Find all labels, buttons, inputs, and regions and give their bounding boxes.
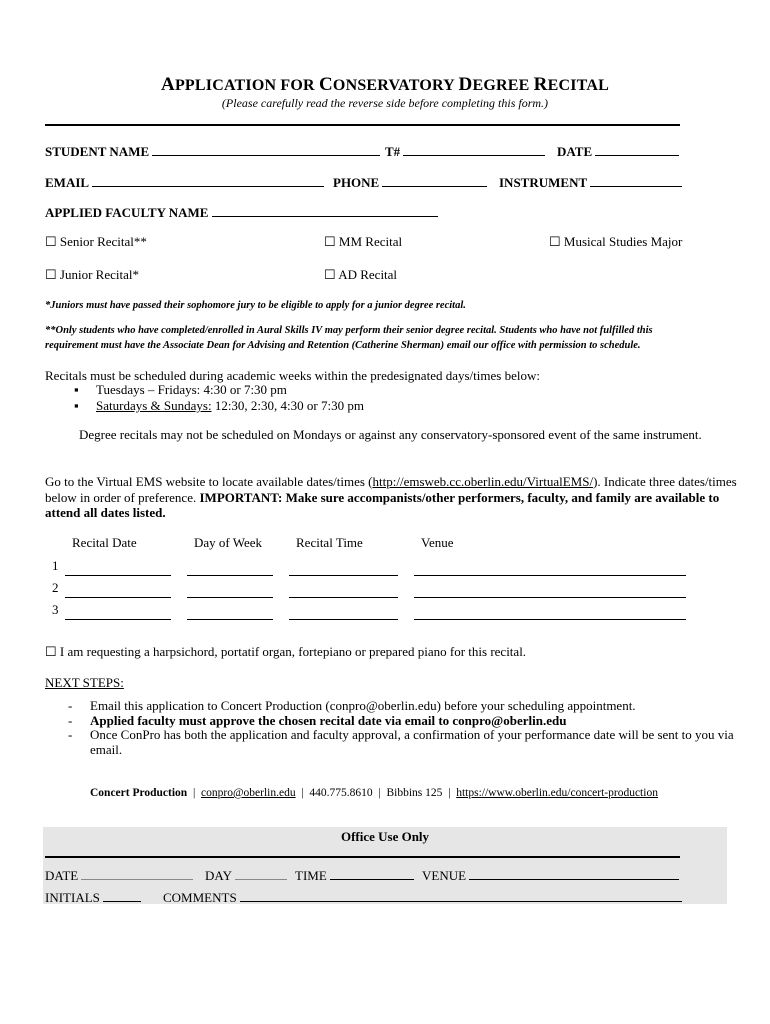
title-word-4: RECITAL xyxy=(533,74,609,95)
bullet-icon: ▪ xyxy=(74,382,79,397)
office-date-field[interactable]: DATE xyxy=(45,867,193,884)
checkbox-icon[interactable]: ☐ xyxy=(45,234,57,249)
row-1-day-line[interactable] xyxy=(187,575,273,576)
title-word-1: APPLICATION FOR xyxy=(161,74,319,95)
virtual-ems-link[interactable]: http://emsweb.cc.oberlin.edu/VirtualEMS/ xyxy=(372,474,594,489)
step-1-dash: - xyxy=(68,698,73,713)
row-3-venue-line[interactable] xyxy=(414,619,686,620)
musical-studies-checkbox[interactable]: ☐ Musical Studies Major xyxy=(549,234,683,249)
row-3-time-line[interactable] xyxy=(289,619,398,620)
step-2: Applied faculty must approve the chosen recital date via email to conpro@oberlin.edu xyxy=(90,713,567,728)
checkbox-icon[interactable]: ☐ xyxy=(324,234,336,249)
page-title xyxy=(0,74,770,96)
contact-email-link[interactable]: conpro@oberlin.edu xyxy=(201,787,296,799)
ems-line-1: Go to the Virtual EMS website to locate available dates/times (http://emsweb.cc.oberlin.edu/VirtualEMS/). Indicate three dates/times xyxy=(45,474,737,489)
row-number-1: 1 xyxy=(52,558,59,573)
t-number-field[interactable]: T# xyxy=(385,143,545,160)
contact-phone: 440.775.8610 xyxy=(309,787,373,799)
checkbox-icon[interactable]: ☐ xyxy=(324,267,336,282)
row-1-time-line[interactable] xyxy=(289,575,398,576)
schedule-bullet-1: ▪ Tuesdays – Fridays: 4:30 or 7:30 pm xyxy=(74,382,287,397)
row-1-venue-line[interactable] xyxy=(414,575,686,576)
header-recital-time: Recital Time xyxy=(296,535,363,550)
office-time-field[interactable]: TIME xyxy=(295,867,414,884)
page-subtitle: (Please carefully read the reverse side before completing this form.) xyxy=(221,96,549,110)
instrument-field[interactable]: INSTRUMENT xyxy=(499,174,682,191)
checkbox-icon[interactable]: ☐ xyxy=(45,267,57,282)
row-number-3: 3 xyxy=(52,602,59,617)
row-2-venue-line[interactable] xyxy=(414,597,686,598)
step-3-dash: - xyxy=(68,727,73,742)
contact-url-link[interactable]: https://www.oberlin.edu/concert-production xyxy=(456,787,658,799)
row-2-time-line[interactable] xyxy=(289,597,398,598)
bullet-icon: ▪ xyxy=(74,398,79,413)
ems-line-2: below in order of preference. IMPORTANT: Make sure accompanists/other performers, faculty, and family are available to xyxy=(45,490,720,505)
row-3-day-line[interactable] xyxy=(187,619,273,620)
schedule-intro: Recitals must be scheduled during academic weeks within the predesignated days/times below: xyxy=(45,368,540,383)
applied-faculty-field[interactable]: APPLIED FACULTY NAME xyxy=(45,204,438,221)
harpsichord-checkbox[interactable]: ☐ I am requesting a harpsichord, portatif organ, fortepiano or prepared piano for this recital. xyxy=(45,644,527,659)
header-day-of-week: Day of Week xyxy=(194,535,263,550)
contact-location: Bibbins 125 xyxy=(386,787,443,799)
step-3-line-1: Once ConPro has both the application and faculty approval, a confirmation of your performance date will be sent to you via xyxy=(90,727,734,742)
contact-name: Concert Production xyxy=(90,787,188,799)
office-use-title: Office Use Only xyxy=(340,829,430,844)
row-number-2: 2 xyxy=(52,580,59,595)
checkbox-icon[interactable]: ☐ xyxy=(45,644,57,659)
email-field[interactable]: EMAIL xyxy=(45,174,324,191)
header-venue: Venue xyxy=(421,535,454,550)
row-1-date-line[interactable] xyxy=(65,575,171,576)
office-comments-field[interactable]: COMMENTS xyxy=(163,889,682,906)
office-initials-field[interactable]: INITIALS xyxy=(45,889,141,906)
row-2-date-line[interactable] xyxy=(65,597,171,598)
student-name-field[interactable]: STUDENT NAME xyxy=(45,143,380,160)
office-day-field[interactable]: DAY xyxy=(205,867,287,884)
step-3-line-2: email. xyxy=(90,742,123,757)
senior-note-line-2: requirement must have the Associate Dean for Advising and Retention (Catherine Sherman) email our office with permission to schedule. xyxy=(45,340,641,351)
junior-note: *Juniors must have passed their sophomore jury to be eligible to apply for a junior degree recital. xyxy=(45,300,466,311)
senior-recital-checkbox[interactable]: ☐ Senior Recital** xyxy=(45,234,147,249)
junior-recital-checkbox[interactable]: ☐ Junior Recital* xyxy=(45,267,139,282)
mm-recital-checkbox[interactable]: ☐ MM Recital xyxy=(324,234,403,249)
title-word-2: CONSERVATORY xyxy=(319,74,459,95)
senior-note-line-1: **Only students who have completed/enrolled in Aural Skills IV may perform their senior degree recital. Students who have not fulfilled this xyxy=(45,325,653,336)
checkbox-icon[interactable]: ☐ xyxy=(549,234,561,249)
date-field[interactable]: DATE xyxy=(557,143,679,160)
contact-line: Concert Production | conpro@oberlin.edu | 440.775.8610 | Bibbins 125 | https://www.oberlin.edu/concert-production xyxy=(90,787,658,799)
schedule-bullet-2: ▪ Saturdays & Sundays: 12:30, 2:30, 4:30 or 7:30 pm xyxy=(74,398,364,413)
row-2-day-line[interactable] xyxy=(187,597,273,598)
office-divider xyxy=(45,856,680,858)
step-2-dash: - xyxy=(68,713,73,728)
ad-recital-checkbox[interactable]: ☐ AD Recital xyxy=(324,267,398,282)
row-3-date-line[interactable] xyxy=(65,619,171,620)
title-divider xyxy=(45,124,680,126)
phone-field[interactable]: PHONE xyxy=(333,174,487,191)
title-word-3: DEGREE xyxy=(458,74,534,95)
header-recital-date: Recital Date xyxy=(72,535,137,550)
step-1: Email this application to Concert Production (conpro@oberlin.edu) before your scheduling appointment. xyxy=(90,698,636,713)
office-venue-field[interactable]: VENUE xyxy=(422,867,679,884)
monday-note: Degree recitals may not be scheduled on Mondays or against any conservatory-sponsored event of the same instrument. xyxy=(79,427,702,442)
ems-line-3: attend all dates listed. xyxy=(45,505,166,520)
next-steps-heading: NEXT STEPS: xyxy=(45,675,124,690)
